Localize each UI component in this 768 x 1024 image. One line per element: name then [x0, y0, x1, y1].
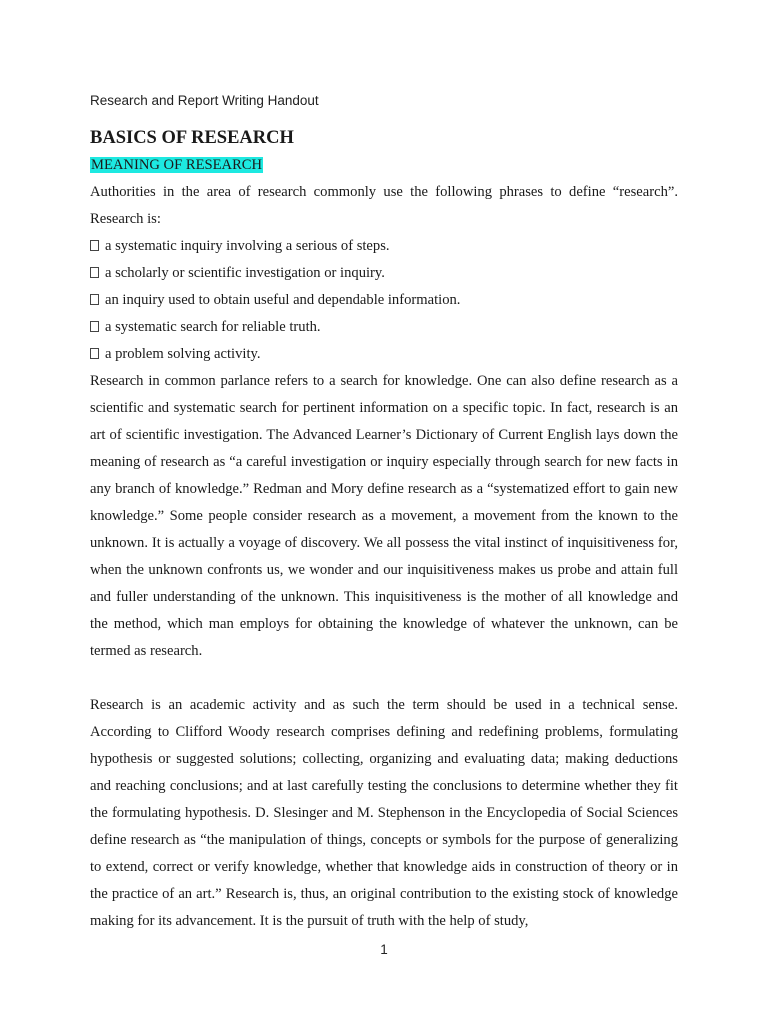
bullet-item: a systematic search for reliable truth. [90, 314, 678, 341]
section-title: BASICS OF RESEARCH [90, 128, 294, 148]
section-subtitle [90, 152, 678, 179]
running-header: Research and Report Writing Handout [90, 93, 319, 108]
highlighted-subtitle-text: MEANING OF RESEARCH [91, 157, 263, 173]
bullet-item: an inquiry used to obtain useful and dependable information. [90, 287, 678, 314]
bullet-item: a systematic inquiry involving a serious of steps. [90, 233, 678, 260]
intro-paragraph: Authorities in the area of research commonly use the following phrases to define “research”. Research is: [90, 184, 678, 227]
bullet-item: a problem solving activity. [90, 341, 678, 368]
missing-glyph-icon [90, 240, 99, 251]
missing-glyph-icon [90, 267, 99, 278]
body-paragraph-1: Research in common parlance refers to a search for knowledge. One can also define research as a scientific and systematic search for pertinent information on a specific topic. In fact, research is an art of scientific investigation. The Advanced Learner’s Dictionary of Current English lays down the meaning of research as “a careful investigation or inquiry especially through search for new facts in any branch of knowledge.” Redman and Mory define research as a “systematized effort to gain new knowledge.” Some people consider research as a movement, a movement from the known to the unknown. It is actually a voyage of discovery. We all possess the vital instinct of inquisitiveness for, when the unknown confronts us, we wonder and our inquisitiveness makes us probe and attain full and fuller understanding of the unknown. This inquisitiveness is the mother of all knowledge and the method, which man employs for obtaining the knowledge of whatever the unknown, can be termed as research. [90, 373, 678, 659]
missing-glyph-icon [90, 348, 99, 359]
body-paragraph-2: Research is an academic activity and as such the term should be used in a technical sense. According to Clifford Woody research comprises defining and redefining problems, formulating hypothesis or suggested solutions; collecting, organizing and evaluating data; making deductions and reaching conclusions; and at last carefully testing the conclusions to determine whether they fit the formulating hypothesis. D. Slesinger and M. Stephenson in the Encyclopedia of Social Sciences define research as “the manipulation of things, concepts or symbols for the purpose of generalizing to extend, correct or verify knowledge, whether that knowledge aids in construction of theory or in the practice of an art.” Research is, thus, an original contribution to the existing stock of knowledge making for its advancement. It is the pursuit of truth with the help of study, [90, 697, 678, 929]
page-number: 1 [380, 942, 388, 957]
missing-glyph-icon [90, 294, 99, 305]
bullet-item: a scholarly or scientific investigation or inquiry. [90, 260, 678, 287]
missing-glyph-icon [90, 321, 99, 332]
paragraph-spacer [90, 665, 678, 692]
page-body [90, 124, 678, 935]
